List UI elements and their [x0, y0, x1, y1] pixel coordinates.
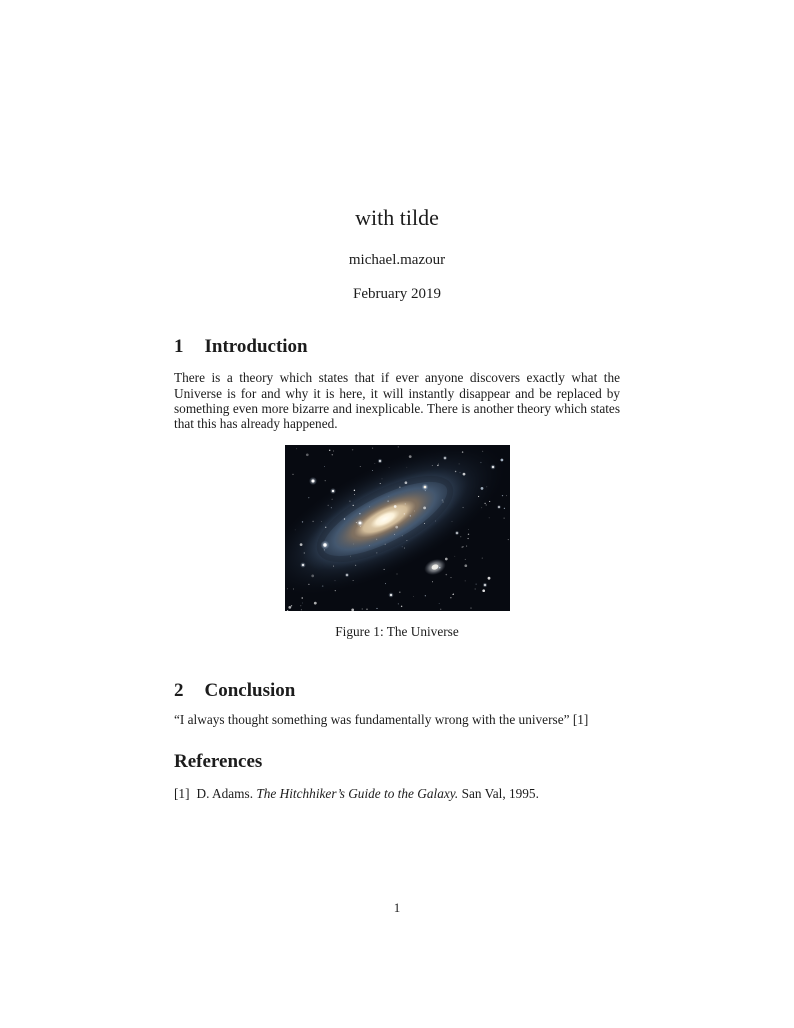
title-block — [174, 0, 620, 303]
document-date: February 2019 — [353, 286, 441, 303]
reference-text — [197, 786, 620, 801]
section-heading-conclusion — [174, 680, 620, 703]
document-title: with tilde — [355, 205, 439, 230]
section-number: 2 — [174, 679, 184, 701]
reference-publisher: San Val, 1995. — [458, 785, 539, 801]
text-column — [174, 0, 620, 801]
reference-author: D. Adams. — [196, 785, 257, 801]
section-number: 1 — [174, 336, 184, 358]
conclusion-paragraph: “I always thought something was fundamentally wrong with the universe” [1] — [174, 711, 589, 727]
figure-block — [174, 445, 620, 640]
section-title: Introduction — [204, 336, 308, 358]
references-heading: References — [174, 750, 263, 772]
reference-title: The Hitchhiker’s Guide to the Galaxy. — [256, 785, 459, 801]
universe-galaxy-image — [285, 445, 510, 611]
document-author: michael.mazour — [348, 252, 446, 269]
section-heading-introduction — [174, 336, 620, 359]
section-title: Conclusion — [204, 679, 296, 701]
reference-label: [1] — [174, 785, 190, 801]
introduction-paragraph: There is a theory which states that if ever anyone discovers exactly what the Universe is for and why it is here, it will instantly disappear and be replaced by something even more bizarre and inexplicable. There is another theory which states that this has already happened. — [174, 370, 620, 432]
page-number: 1 — [393, 900, 401, 915]
reference-entry — [174, 786, 620, 801]
figure-caption: Figure 1: The Universe — [335, 623, 459, 639]
